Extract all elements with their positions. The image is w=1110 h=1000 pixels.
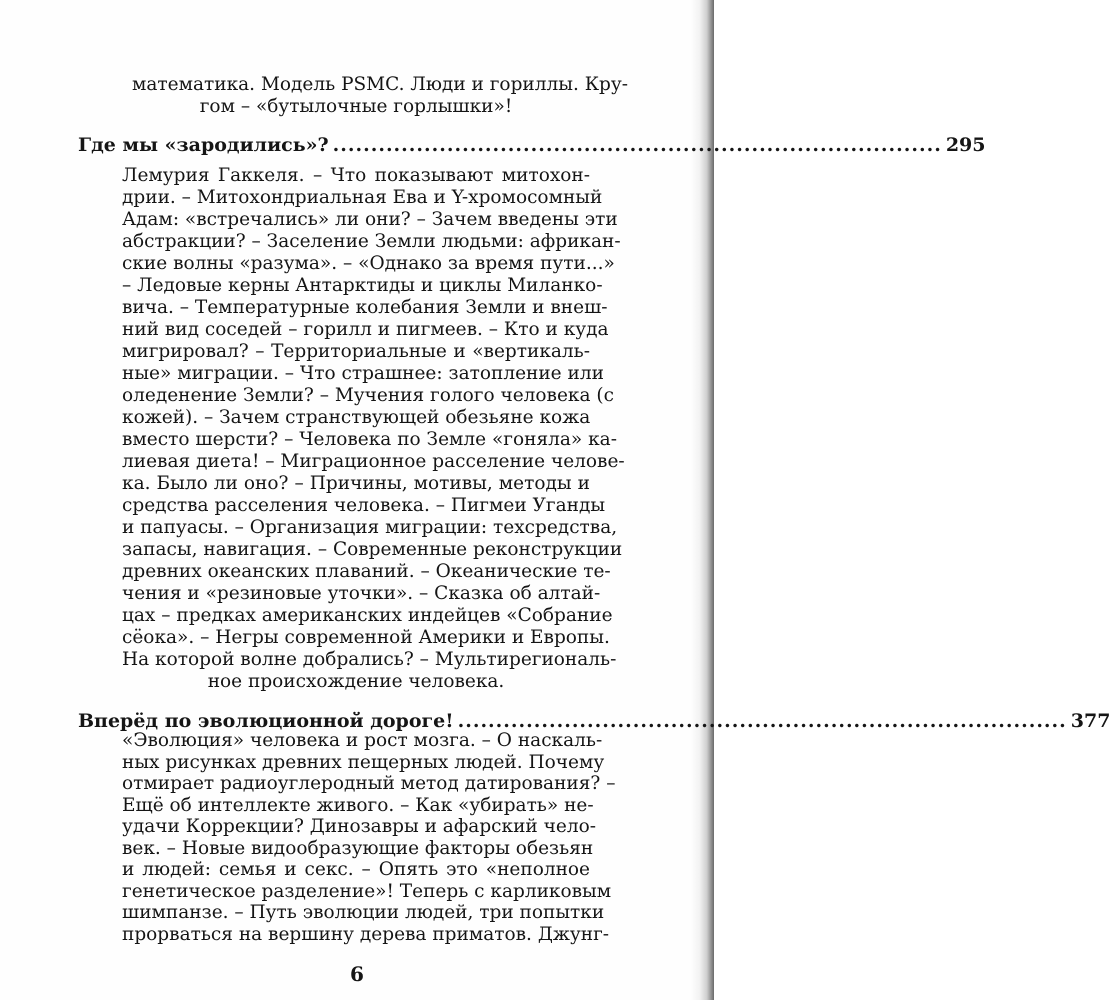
toc-heading[interactable] — [78, 133, 986, 157]
description-line: вича. – Температурные колебания Земли и внеш- — [122, 297, 608, 318]
description-line: средства расселения человека. – Пигмеи Уганды — [122, 495, 606, 516]
description-line: удачи Коррекции? Динозавры и афарский чело- — [122, 816, 596, 837]
leader-dots: ................................................................................ — [457, 710, 1067, 732]
description-line: ка. Было ли оно? – Причины, мотивы, методы и — [122, 473, 590, 494]
description-line: Лемурия Гаккеля. – Что показывают митохон- — [122, 165, 590, 186]
description-line: древних океанских плаваний. – Океанические те- — [122, 561, 611, 582]
leader-dots: ................................................................................ — [332, 134, 942, 156]
intro-line: гом – «бутылочные горлышки»! — [199, 96, 513, 117]
description-line: цах – предках американских индейцев «Собрание — [122, 605, 613, 626]
description-line: шимпанзе. – Путь эволюции людей, три попытки — [122, 902, 605, 923]
description-line: «Эволюция» человека и рост мозга. – О наскаль- — [122, 730, 603, 751]
description-line: ных рисунках древних пещерных людей. Почему — [122, 751, 605, 773]
description-line: – Ледовые керны Антарктиды и циклы Миланко- — [122, 275, 603, 296]
description-line: отмирает радиоуглеродный метод датирования? – — [122, 773, 616, 794]
description-line: Адам: «встречались» ли они? – Зачем введены эти — [122, 209, 618, 230]
description-line: кожей). – Зачем странствующей обезьяне кожа — [122, 407, 591, 428]
intro-line: математика. Модель PSMC. Люди и гориллы. Кру- — [132, 74, 629, 95]
description-line: мигрировал? – Территориальные и «вертикаль- — [122, 341, 590, 362]
description-line: чения и «резиновые уточки». – Сказка об алтай- — [122, 583, 601, 604]
description-line: абстракции? – Заселение Земли людьми: африкан- — [122, 231, 621, 252]
page-number: 6 — [350, 962, 364, 986]
description-line: ний вид соседей – горилл и пигмеев. – Кто и куда — [122, 319, 609, 340]
description-line: сёока». – Негры современной Америки и Европы. — [122, 627, 610, 648]
description-line: и людей: семья и секс. – Опять это «неполное — [122, 859, 590, 880]
description-line: вместо шерсти? – Человека по Земле «гоняла» ка- — [122, 429, 617, 450]
description-line: На которой волне добрались? – Мультирегиональ- — [122, 649, 617, 670]
description-line: и папуасы. – Организация миграции: техсредства, — [122, 517, 618, 538]
section-title: Где мы «зародились»? — [78, 134, 329, 156]
description-line: генетическое разделение»! Теперь с карликовым — [122, 880, 612, 902]
description-line: ские волны «разума». – «Однако за время пути...» — [122, 253, 615, 274]
description-line: Ещё об интеллекте живого. – Как «убирать» не- — [122, 794, 594, 816]
description-line: запасы, навигация. – Современные реконструкции — [122, 539, 623, 560]
description-line: век. – Новые видообразующие факторы обезьян — [122, 837, 594, 859]
description-line: ное происхождение человека. — [207, 671, 505, 692]
section-page-number: 377 — [1070, 710, 1110, 732]
description-line: лиевая диета! – Миграционное расселение челове- — [122, 451, 625, 472]
description-line: прорваться на вершину дерева приматов. Джунг- — [122, 923, 610, 945]
description-line: оледенение Земли? – Мучения голого человека (с — [122, 385, 614, 406]
section-title: Вперёд по эволюционной дороге! — [78, 710, 454, 732]
description-line: дрии. – Митохондриальная Ева и Y-хромосомный — [122, 187, 603, 208]
description-line: ные» миграции. – Что страшнее: затопление или — [122, 363, 604, 384]
section-page-number: 295 — [945, 134, 986, 156]
